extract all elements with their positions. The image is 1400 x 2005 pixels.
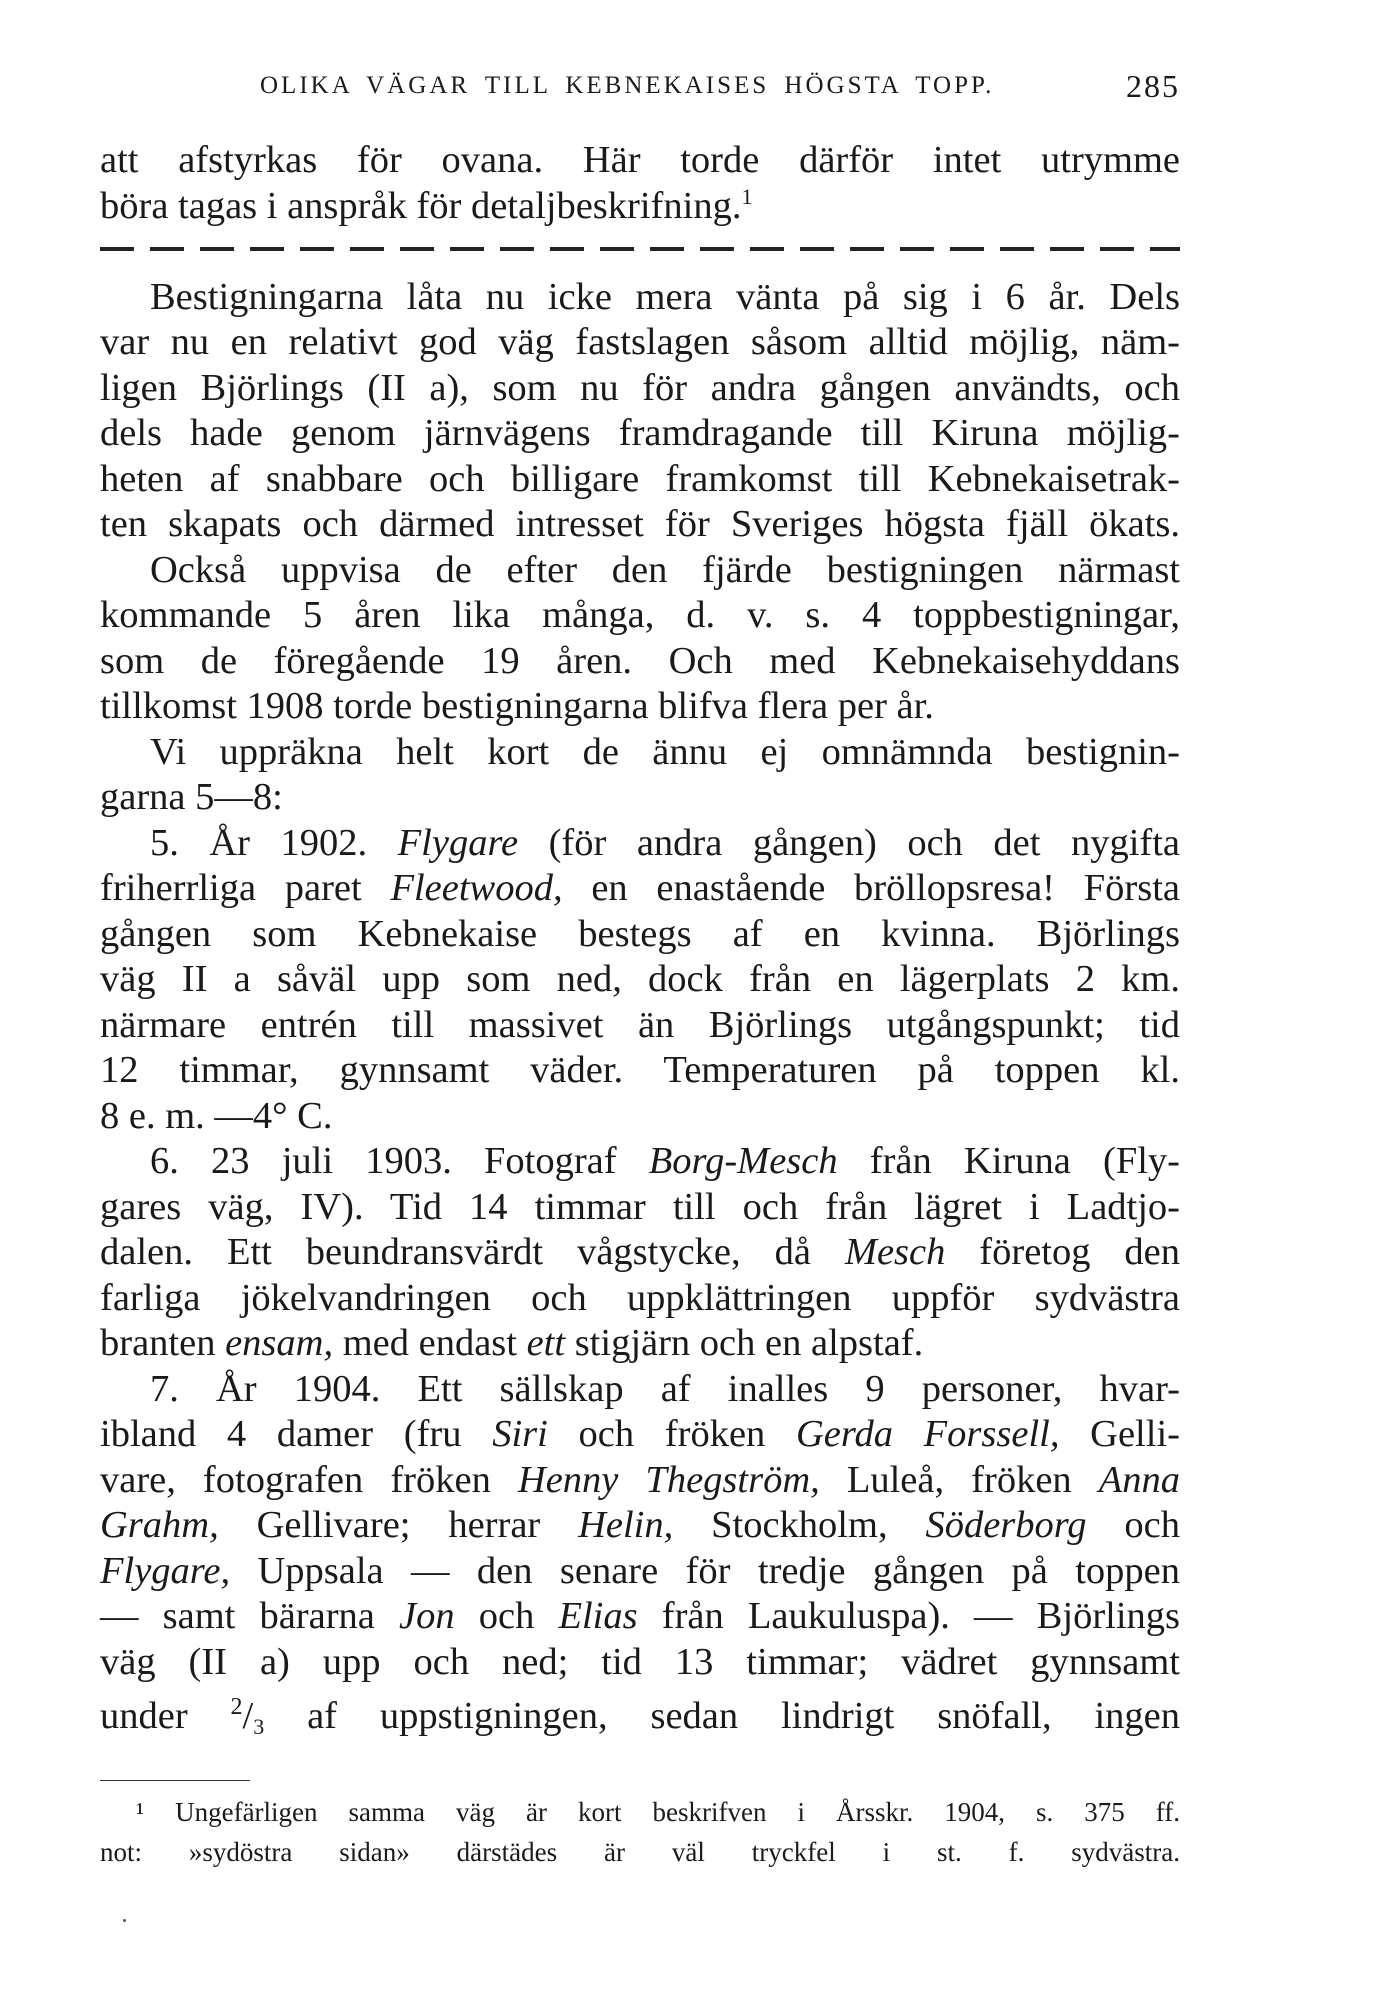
- text-line: [100, 866, 1180, 912]
- footnotes: [100, 1792, 1180, 1872]
- text-line: [100, 684, 1180, 730]
- line-text: var nu en relativt god väg fastslagen såsom alltid möjlig, näm-: [100, 321, 1180, 363]
- footnote-line: ¹ Ungefärligen samma väg är kort beskrifven i Årsskr. 1904, s. 375 ff.: [136, 1797, 1180, 1827]
- fraction-denominator: 3: [253, 1714, 265, 1739]
- line-text: tillkomst 1908 torde bestigningarna blifva flera per år.: [100, 685, 934, 727]
- text-line: [100, 411, 1180, 457]
- line-text: ten skapats och därmed intresset för Sveriges högsta fjäll ökats.: [100, 503, 1180, 545]
- footnote-rule: [100, 1780, 250, 1781]
- text-line: [100, 1276, 1180, 1322]
- line-segment: och: [1086, 1504, 1180, 1546]
- line-segment: och: [454, 1595, 559, 1637]
- line-text: närmare entrén till massivet än Björlings utgångspunkt; tid: [100, 1003, 1180, 1046]
- line-text: heten af snabbare och billigare framkomst till Kebnekaisetrak-: [100, 457, 1180, 500]
- text-line: [100, 1230, 1180, 1276]
- dashed-rule: [100, 247, 1180, 251]
- text-line: [100, 548, 1180, 594]
- section-divider: [100, 229, 1180, 275]
- text-line: [100, 1003, 1180, 1049]
- text-line: [100, 1048, 1180, 1094]
- line-text: att afstyrkas för ovana. Här torde därför intet utrymme: [100, 139, 1180, 181]
- italic-name: Jon: [399, 1595, 455, 1637]
- text-line: [100, 957, 1180, 1003]
- footnote-marker: 1: [741, 183, 753, 209]
- line-segment: företog den: [945, 1231, 1181, 1273]
- text-line: [100, 1503, 1180, 1549]
- text-line: [100, 821, 1180, 867]
- text-line: [100, 320, 1180, 366]
- line-text: Vi uppräkna helt kort de ännu ej omnämnda bestignin-: [150, 730, 1180, 773]
- line-text: gången som Kebnekaise bestegs af en kvinna. Björlings: [100, 912, 1180, 955]
- text-line: [100, 1094, 1180, 1140]
- line-segment: från Kiruna (Fly-: [837, 1140, 1180, 1182]
- line-segment: från Laukuluspa). — Björlings: [637, 1595, 1181, 1637]
- line-segment: Gellivare; herrar: [218, 1504, 579, 1546]
- line-segment: (för andra gången) och det nygifta: [518, 821, 1180, 864]
- line-text: kommande 5 åren lika många, d. v. s. 4 toppbestigningar,: [100, 594, 1180, 636]
- line-segment: och fröken: [547, 1413, 796, 1455]
- line-segment: vare, fotografen fröken: [100, 1458, 518, 1501]
- italic-name: Grahm,: [100, 1504, 219, 1546]
- footnote-line: not: »sydöstra sidan» därstädes är väl tryckfel i st. f. sydvästra.: [100, 1837, 1180, 1867]
- line-segment: Luleå, fröken: [819, 1458, 1099, 1501]
- line-segment: af uppstigningen, sedan lindrigt snöfall, ingen: [264, 1695, 1180, 1737]
- italic-name: ensam,: [225, 1322, 334, 1364]
- line-text: som de föregående 19 åren. Och med Kebnekaisehyddans: [100, 639, 1180, 682]
- text-line: [100, 639, 1180, 685]
- page-number: 285: [1126, 68, 1180, 104]
- line-segment: ibland 4 damer (fru: [100, 1413, 493, 1455]
- text-line: [100, 275, 1180, 321]
- italic-name: Fleetwood,: [390, 867, 563, 909]
- italic-name: Anna: [1098, 1458, 1181, 1501]
- line-segment: Uppsala — den senare för tredje gången på toppen: [230, 1549, 1180, 1592]
- text-line: [100, 775, 1180, 821]
- body-text: [100, 138, 1181, 1739]
- print-speck: [123, 1919, 126, 1922]
- line-segment: under: [100, 1695, 231, 1737]
- text-line: [100, 1321, 1180, 1367]
- line-segment: 6. 23 juli 1903. Fotograf: [150, 1140, 649, 1182]
- italic-name: Siri: [492, 1413, 548, 1455]
- line-text: väg II a såväl upp som ned, dock från en lägerplats 2 km.: [100, 958, 1180, 1000]
- line-segment: branten: [100, 1322, 226, 1364]
- text-line: [100, 593, 1180, 639]
- line-segment: med endast: [333, 1322, 527, 1364]
- text-line: [100, 1412, 1180, 1458]
- text-line: [100, 1185, 1180, 1231]
- running-title: OLIKA VÄGAR TILL KEBNEKAISES HÖGSTA TOPP.: [260, 72, 995, 99]
- line-text: dels hade genom järnvägens framdragande till Kiruna möjlig-: [100, 412, 1180, 454]
- line-segment: dalen. Ett beundransvärdt vågstycke, då: [100, 1231, 845, 1273]
- italic-name: Henny Thegström,: [517, 1458, 820, 1501]
- line-text: väg (II a) upp och ned; tid 13 timmar; vädret gynnsamt: [100, 1640, 1180, 1683]
- text-line: [100, 1685, 1180, 1739]
- line-segment: — samt bärarna: [100, 1595, 400, 1637]
- italic-name: Helin,: [578, 1504, 674, 1546]
- fraction-numerator: 2: [230, 1694, 243, 1720]
- italic-name: Mesch: [844, 1231, 946, 1273]
- text-line: [100, 912, 1180, 958]
- line-segment: 5. År 1902.: [150, 821, 398, 864]
- line-text: böra tagas i anspråk för detaljbeskrifning.: [100, 184, 742, 227]
- line-text: 8 e. m. —4° C.: [100, 1094, 333, 1137]
- text-line: [100, 457, 1180, 503]
- italic-name: ett: [526, 1322, 566, 1364]
- text-line: [100, 366, 1180, 412]
- line-segment: en enastående bröllopsresa! Första: [562, 867, 1180, 909]
- line-text: farliga jökelvandringen och uppklättringen uppför sydvästra: [100, 1276, 1180, 1319]
- line-segment: friherrliga paret: [100, 867, 391, 909]
- text-line: [100, 138, 1180, 184]
- line-text: Också uppvisa de efter den fjärde bestigningen närmast: [150, 548, 1180, 591]
- italic-name: Flygare: [397, 821, 519, 864]
- text-line: [100, 1594, 1180, 1640]
- fraction: $^2$/3: [230, 1694, 265, 1739]
- line-text: garna 5—8:: [100, 776, 283, 818]
- line-segment: Gelli-: [1059, 1413, 1180, 1455]
- italic-name: Borg-Mesch: [648, 1140, 838, 1182]
- line-text: gares väg, IV). Tid 14 timmar till och från lägret i Ladtjo-: [100, 1185, 1180, 1228]
- line-segment: stigjärn och en alpstaf.: [565, 1322, 924, 1364]
- italic-name: Flygare,: [100, 1549, 231, 1592]
- text-line: [100, 1640, 1180, 1686]
- text-line: [100, 502, 1180, 548]
- text-line: [100, 184, 1180, 230]
- line-text: 12 timmar, gynnsamt väder. Temperaturen på toppen kl.: [100, 1049, 1180, 1091]
- line-text: 7. År 1904. Ett sällskap af inalles 9 personer, hvar-: [150, 1367, 1180, 1410]
- line-text: ligen Björlings (II a), som nu för andra gången användts, och: [100, 366, 1180, 409]
- italic-name: Gerda Forssell,: [796, 1413, 1060, 1455]
- line-segment: Stockholm,: [673, 1504, 926, 1546]
- italic-name: Elias: [558, 1595, 638, 1637]
- line-text: Bestigningarna låta nu icke mera vänta på sig i 6 år. Dels: [150, 275, 1180, 318]
- text-line: [100, 1139, 1180, 1185]
- text-line: [100, 1458, 1180, 1504]
- italic-name: Söderborg: [925, 1504, 1087, 1546]
- text-line: [100, 730, 1180, 776]
- text-line: [100, 1367, 1180, 1413]
- text-line: [100, 1549, 1180, 1595]
- running-head: [100, 68, 1180, 112]
